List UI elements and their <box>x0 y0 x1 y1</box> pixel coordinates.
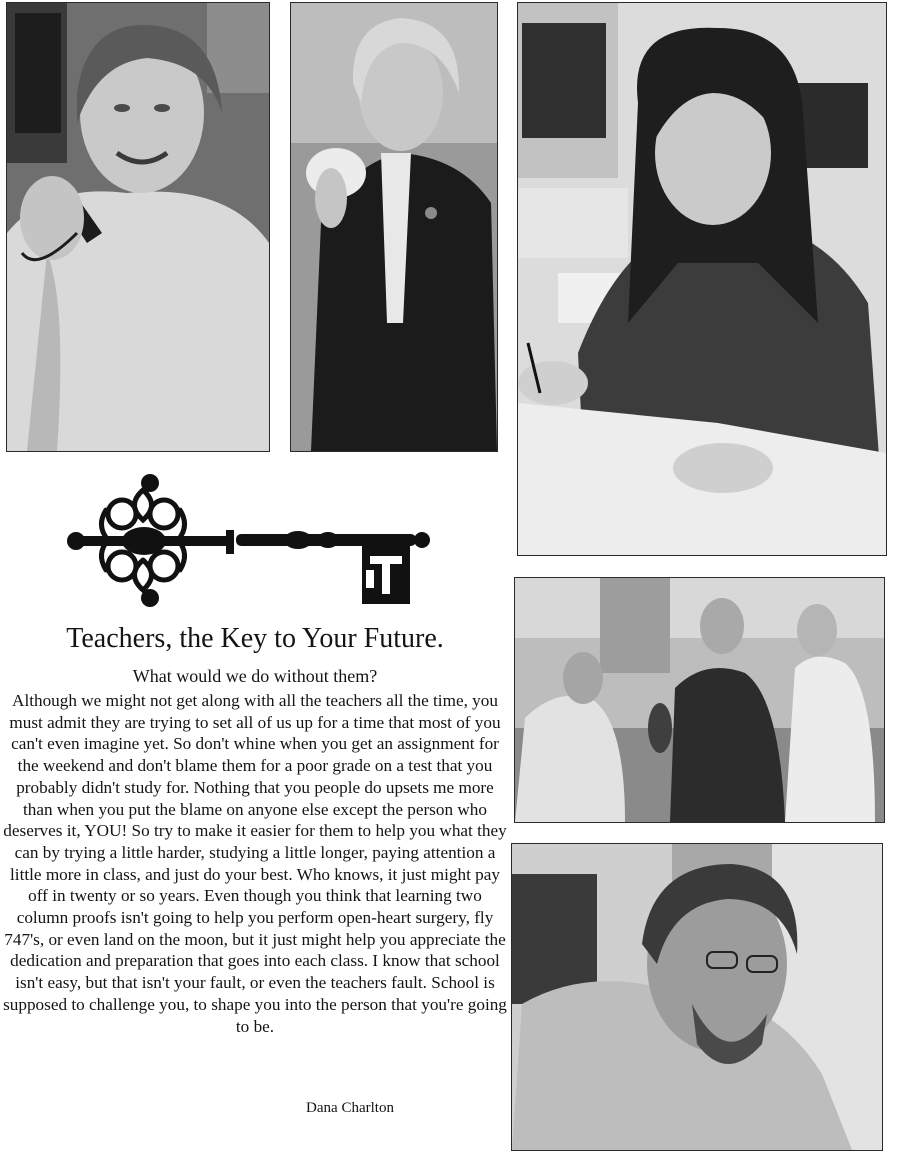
article-title: Teachers, the Key to Your Future. <box>66 623 444 654</box>
article-author: Dana Charlton <box>306 1100 394 1116</box>
ornate-key-icon <box>66 470 432 610</box>
teacher-eating-photo <box>290 2 498 452</box>
article-subtitle: What would we do without them? <box>132 666 378 686</box>
teacher-with-glasses-photo <box>511 843 883 1151</box>
teachers-in-gym-photo <box>514 577 885 823</box>
teacher-writing-at-desk-photo <box>517 2 887 556</box>
article-body: Although we might not get along with all the teachers all the time, you must admit they are trying to set all of us up for a time that most of you can't even imagine yet. So don't whine when you get an assignment for the weekend and don't blame them for a poor grade on a test that you probably didn't study for. Nothing that you people do upsets me more than when you put the blame on anyone else except the person who deserves it, YOU! So try to make it easier for them to help you what they can by trying a little harder, studying a little longer, paying attention a little more in class, and just do your best. Who knows, it just might pay off in twenty or so years. Even though you think that learning two column proofs isn't going to help you perform open-heart surgery, fly 747's, or even land on the moon, but it just might help you appreciate the dedication and preparation that goes into each class. I know that school isn't easy, but that isn't your fault, or even the teachers fault. School is supposed to challenge you, to shape you into the person that you're going to be. <box>3 691 507 1036</box>
teacher-on-phone-photo <box>6 2 270 452</box>
